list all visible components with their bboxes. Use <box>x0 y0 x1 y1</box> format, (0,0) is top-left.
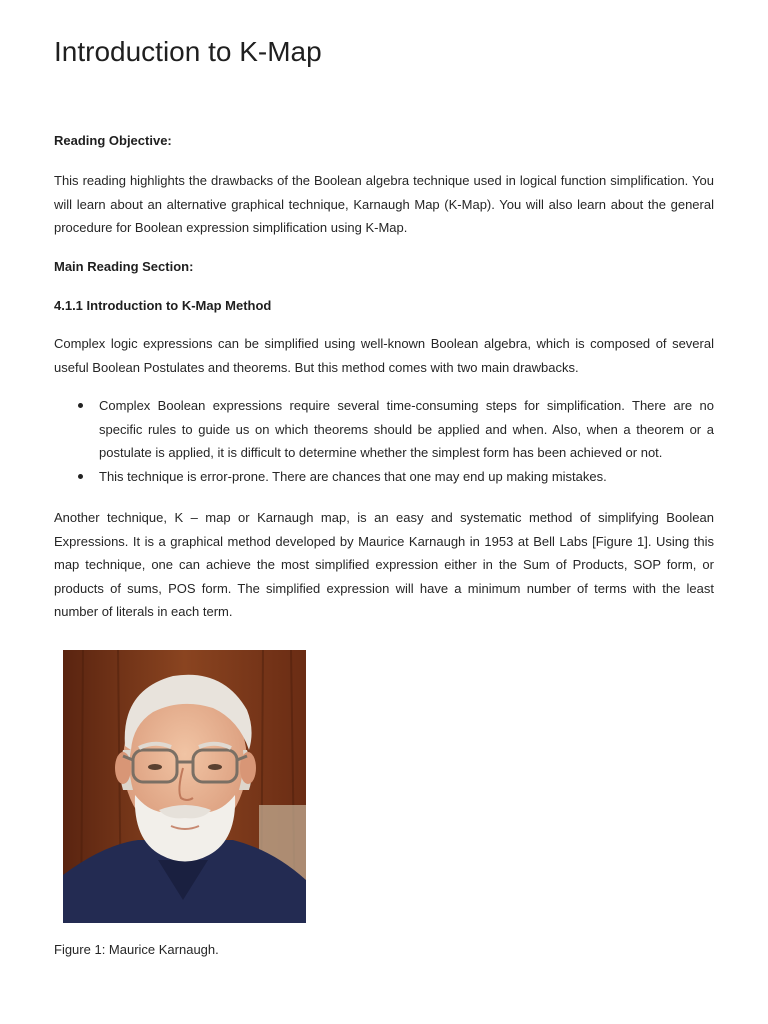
list-item-text: Complex Boolean expressions require several time-consuming steps for simplification. There are no specific rules to guide us on which theorems should be applied and when. Also, when a theorem or a postulate is applied, it is difficult to determine whether the simplest form has been achieved or not. <box>99 398 714 460</box>
maurice-karnaugh-photo <box>63 650 306 923</box>
drawbacks-list <box>54 394 714 488</box>
figure-caption: Figure 1: Maurice Karnaugh. <box>54 942 219 957</box>
reading-objective-label: Reading Objective: <box>54 133 172 148</box>
bullet-icon <box>78 403 83 408</box>
kmap-paragraph: Another technique, K – map or Karnaugh map, is an easy and systematic method of simplifying Boolean Expressions. It is a graphical method developed by Maurice Karnaugh in 1953 at Bell Labs [Figure 1]. Using this map technique, one can achieve the most simplified expression either in the Sum of Products, SOP form, or products of sums, POS form. The simplified expression will have a minimum number of terms with the least number of literals in each term. <box>54 510 714 619</box>
reading-objective-paragraph: This reading highlights the drawbacks of the Boolean algebra technique used in logical function simplification. You will learn about an alternative graphical technique, Karnaugh Map (K-Map). You will also learn about the general procedure for Boolean expression simplification using K-Map. <box>54 173 714 235</box>
intro-paragraph: Complex logic expressions can be simplified using well-known Boolean algebra, which is composed of several useful Boolean Postulates and theorems. But this method comes with two main drawbacks. <box>54 336 714 375</box>
list-item-text: This technique is error-prone. There are chances that one may end up making mistakes. <box>99 468 607 484</box>
subsection-heading: 4.1.1 Introduction to K-Map Method <box>54 298 272 313</box>
bullet-icon <box>78 474 83 479</box>
main-reading-section-label: Main Reading Section: <box>54 259 194 274</box>
page-title: Introduction to K-Map <box>54 36 322 67</box>
list-item <box>54 394 714 465</box>
list-item <box>54 465 714 489</box>
